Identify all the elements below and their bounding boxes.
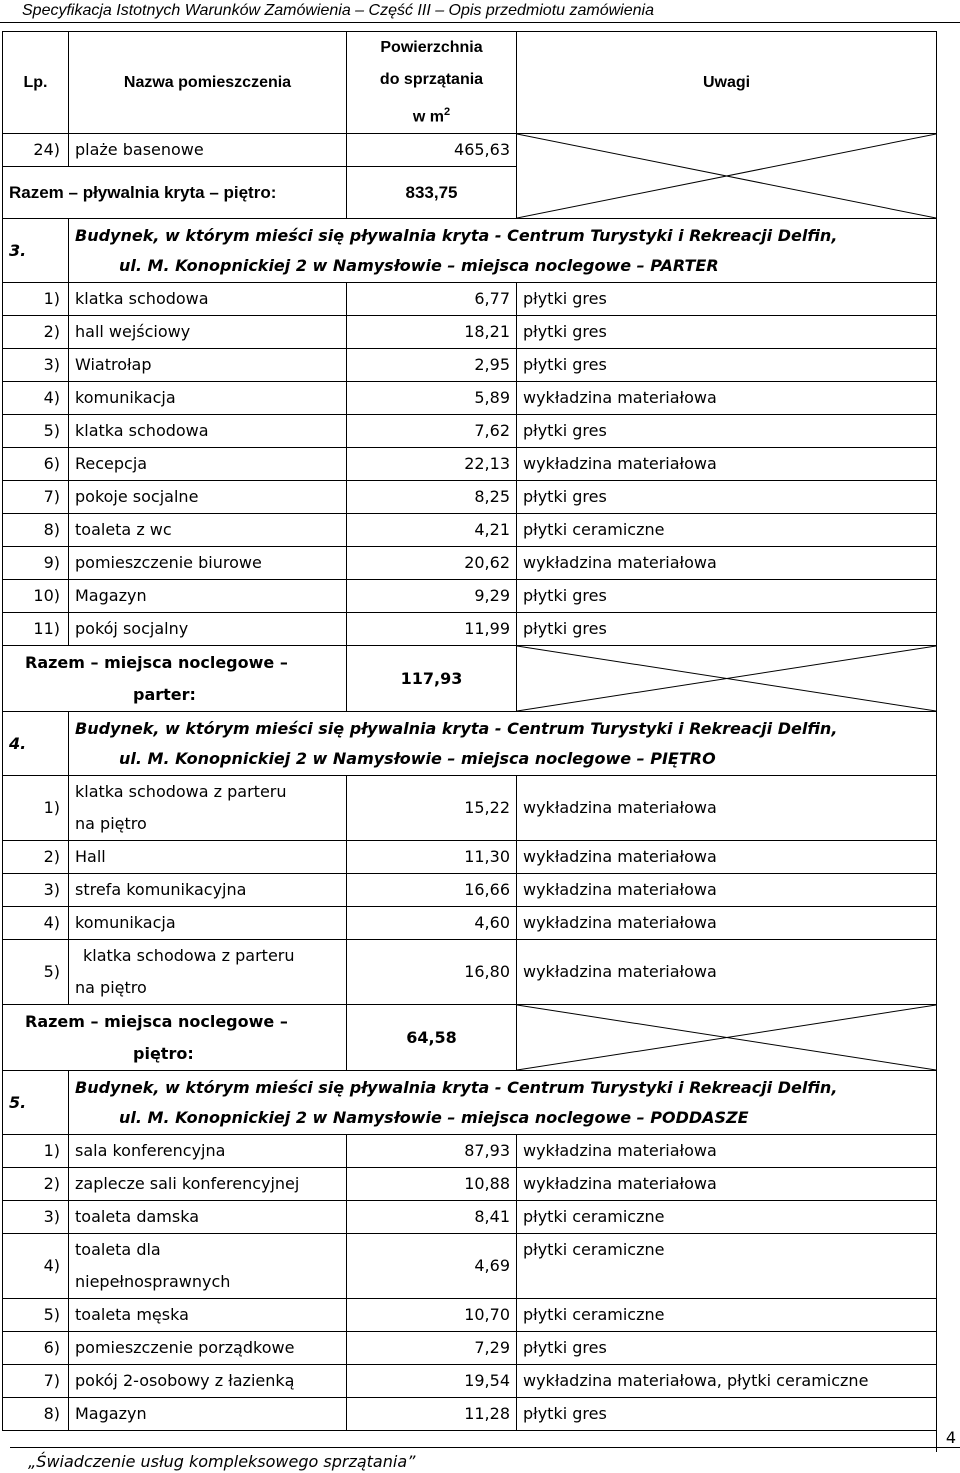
header-rule bbox=[0, 22, 960, 23]
table-row: 5) klatka schodowa 7,62 płytki gres bbox=[3, 415, 937, 448]
document-header: Specyfikacja Istotnych Warunków Zamówienia – Część III – Opis przedmiotu zamówienia bbox=[22, 2, 654, 19]
section-title-row: 4. Budynek, w którym mieści się pływalnia kryta - Centrum Turystyki i Rekreacji Delfin, ul. M. Konopnickiej 2 w Namysłowie – miejsca noclegowe – PIĘTRO bbox=[3, 712, 937, 776]
table-row: 3) Wiatrołap 2,95 płytki gres bbox=[3, 349, 937, 382]
table-row: 2) Hall 11,30 wykładzina materiałowa bbox=[3, 841, 937, 874]
table-row: 4) komunikacja 4,60 wykładzina materiałowa bbox=[3, 907, 937, 940]
footer-rule bbox=[10, 1447, 960, 1448]
document-footer: „Świadczenie usług kompleksowego sprzątania” bbox=[28, 1452, 416, 1471]
table-row: 2) hall wejściowy 18,21 płytki gres bbox=[3, 316, 937, 349]
section-title-row: 3. Budynek, w którym mieści się pływalnia kryta - Centrum Turystyki i Rekreacji Delfin, ul. M. Konopnickiej 2 w Namysłowie – miejsca noclegowe – PARTER bbox=[3, 219, 937, 283]
table-row: 5) toaleta męska 10,70 płytki ceramiczne bbox=[3, 1299, 937, 1332]
table-row: 6) Recepcja 22,13 wykładzina materiałowa bbox=[3, 448, 937, 481]
table-row: 4) komunikacja 5,89 wykładzina materiałowa bbox=[3, 382, 937, 415]
table-row: 1) klatka schodowa 6,77 płytki gres bbox=[3, 283, 937, 316]
table-row: 4) toaleta dla niepełnosprawnych 4,69 płytki ceramiczne bbox=[3, 1234, 937, 1299]
table-row: 5) klatka schodowa z parteru na piętro 16,80 wykładzina materiałowa bbox=[3, 940, 937, 1005]
empty-notes-cross bbox=[517, 646, 937, 712]
section-total-row: Razem – miejsca noclegowe – piętro: 64,58 bbox=[3, 1005, 937, 1071]
table-row: 10) Magazyn 9,29 płytki gres bbox=[3, 580, 937, 613]
col-header-lp: Lp. bbox=[3, 32, 69, 134]
col-header-notes: Uwagi bbox=[517, 32, 937, 134]
section-title-row: 5. Budynek, w którym mieści się pływalnia kryta - Centrum Turystyki i Rekreacji Delfin, ul. M. Konopnickiej 2 w Namysłowie – miejsca noclegowe – PODDASZE bbox=[3, 1071, 937, 1135]
table-row: 11) pokój socjalny 11,99 płytki gres bbox=[3, 613, 937, 646]
page-number: 4 bbox=[945, 1428, 956, 1447]
table-row: 3) toaleta damska 8,41 płytki ceramiczne bbox=[3, 1201, 937, 1234]
table-row: 24) plaże basenowe 465,63 bbox=[3, 134, 937, 167]
col-header-area: Powierzchnia do sprzątania w $m^2$ bbox=[347, 32, 517, 134]
page-number-rule bbox=[936, 1412, 937, 1452]
table-row: 2) zaplecze sali konferencyjnej 10,88 wykładzina materiałowa bbox=[3, 1168, 937, 1201]
table-row: 1) klatka schodowa z parteru na piętro 15,22 wykładzina materiałowa bbox=[3, 776, 937, 841]
section-total-row: Razem – miejsca noclegowe – parter: 117,93 bbox=[3, 646, 937, 712]
table-row: 7) pokój 2-osobowy z łazienką 19,54 wykładzina materiałowa, płytki ceramiczne bbox=[3, 1365, 937, 1398]
table-row: 7) pokoje socjalne 8,25 płytki gres bbox=[3, 481, 937, 514]
col-header-name: Nazwa pomieszczenia bbox=[69, 32, 347, 134]
empty-notes-cross bbox=[517, 1005, 937, 1071]
table-header-row bbox=[3, 32, 937, 134]
pool-total-row: Razem – pływalnia kryta – piętro: 833,75 bbox=[3, 167, 937, 219]
rooms-table bbox=[2, 31, 937, 1431]
table-row: 3) strefa komunikacyjna 16,66 wykładzina materiałowa bbox=[3, 874, 937, 907]
table-row: 8) Magazyn 11,28 płytki gres bbox=[3, 1398, 937, 1431]
table-row: 6) pomieszczenie porządkowe 7,29 płytki gres bbox=[3, 1332, 937, 1365]
table-row: 9) pomieszczenie biurowe 20,62 wykładzina materiałowa bbox=[3, 547, 937, 580]
table-row: 1) sala konferencyjna 87,93 wykładzina materiałowa bbox=[3, 1135, 937, 1168]
empty-notes-cross bbox=[517, 134, 937, 219]
table-row: 8) toaleta z wc 4,21 płytki ceramiczne bbox=[3, 514, 937, 547]
